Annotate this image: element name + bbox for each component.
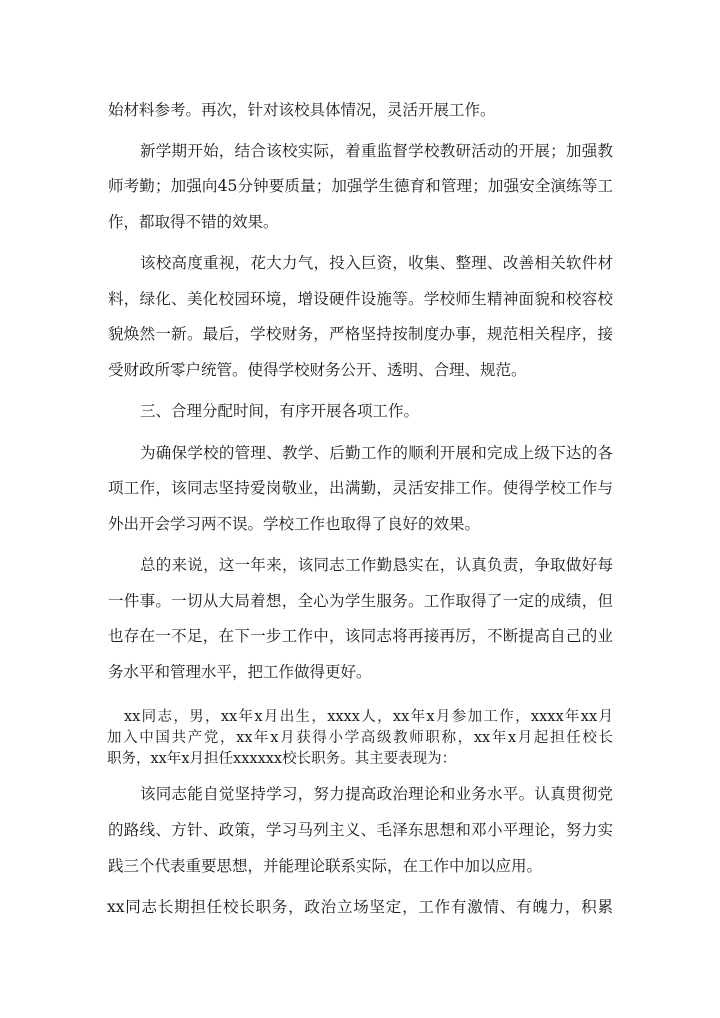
text-line: 一件事。一切从大局着想，全心为学生服务。工作取得了一定的成绩，但 <box>108 592 613 610</box>
section-heading: 三、合理分配时间，有序开展各项工作。 <box>140 402 420 420</box>
text-line: 也存在一不足，在下一步工作中，该同志将再接再厉，不断提高自己的业 <box>108 627 613 645</box>
text-line: 貌焕然一新。最后，学校财务，严格坚持按制度办事，规范相关程序，接 <box>108 325 613 343</box>
text-line: 职务，xx年x月担任xxxxxx校长职务。其主要表现为： <box>107 751 457 767</box>
text-line: 受财政所零户统管。使得学校财务公开、透明、合理、规范。 <box>108 361 527 379</box>
text-line: 新学期开始，结合该校实际，着重监督学校教研活动的开展；加强教 <box>140 142 613 160</box>
text-line: xx同志，男，xx年x月出生，xxxx人，xx年x月参加工作，xxxx年xx月 <box>124 709 613 725</box>
text-line: 为确保学校的管理、教学、后勤工作的顺利开展和完成上级下达的各 <box>140 444 613 462</box>
text-line: 总的来说，这一年来，该同志工作勤恳实在，认真负责，争取做好每 <box>140 556 613 574</box>
text-line: 务水平和管理水平，把工作做得更好。 <box>108 663 372 681</box>
text-line: 作，都取得不错的效果。 <box>108 213 279 231</box>
text-line: xx同志长期担任校长职务，政治立场坚定，工作有激情、有魄力，积累 <box>107 898 613 916</box>
text-line: 该同志能自觉坚持学习，努力提高政治理论和业务水平。认真贯彻党 <box>140 785 613 803</box>
text-line: 加入中国共产党，xx年x月获得小学高级教师职称，xx年x月起担任校长 <box>107 730 613 746</box>
text-line: 始材料参考。再次，针对该校具体情况，灵活开展工作。 <box>108 101 496 119</box>
text-line: 师考勤；加强向45分钟要质量；加强学生德育和管理；加强安全演练等工 <box>108 177 613 195</box>
text-line: 料，绿化、美化校园环境，增设硬件设施等。学校师生精神面貌和校容校 <box>108 290 613 308</box>
text-line: 项工作，该同志坚持爱岗敬业，出满勤，灵活安排工作。使得学校工作与 <box>108 479 613 497</box>
text-line: 外出开会学习两不误。学校工作也取得了良好的效果。 <box>108 515 481 533</box>
text-line: 该校高度重视，花大力气，投入巨资，收集、整理、改善相关软件材 <box>140 254 613 272</box>
text-line: 的路线、方针、政策，学习马列主义、毛泽东思想和邓小平理论，努力实 <box>108 821 613 839</box>
text-line: 践三个代表重要思想，并能理论联系实际，在工作中加以应用。 <box>108 857 543 875</box>
